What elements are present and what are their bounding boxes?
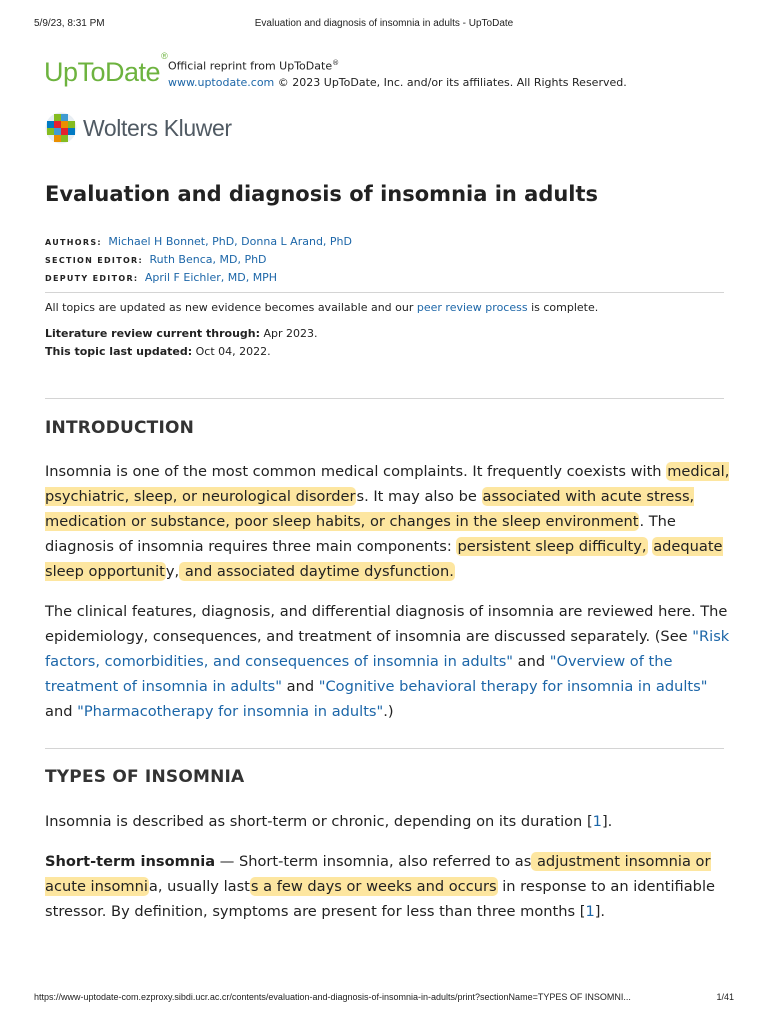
text: a, usually last — [148, 878, 250, 895]
print-page-title: Evaluation and diagnosis of insomnia in adults - UpToDate — [254, 18, 514, 29]
text: . The diagnosis of insomnia requires three main components: — [45, 513, 676, 555]
credit-label: DEPUTY EDITOR: — [45, 274, 139, 283]
uptodate-logo[interactable] — [44, 52, 167, 88]
reprint-text: Official reprint from UpToDate — [168, 59, 333, 73]
credit-section-editor — [45, 251, 352, 269]
divider — [45, 398, 724, 399]
reprint-registered-mark: ® — [332, 59, 340, 67]
print-page-number: 1/41 — [716, 992, 734, 1002]
credit-authors — [45, 233, 352, 251]
update-note-text-end: is complete. — [527, 301, 599, 314]
text: s — [523, 853, 532, 870]
intro-paragraph-1 — [45, 459, 730, 584]
text: .) — [383, 703, 394, 720]
text: and — [282, 678, 319, 695]
update-note-text: All topics are updated as new evidence becomes available and our — [45, 301, 417, 314]
last-updated-label: This topic last updated: — [45, 345, 193, 358]
divider — [45, 292, 724, 293]
text: ]. — [601, 813, 613, 830]
copyright-text: © 2023 UpToDate, Inc. and/or its affiliates. All Rights Reserved. — [274, 75, 627, 89]
topic-link-cbt[interactable]: "Cognitive behavioral therapy for insomnia in adults" — [318, 678, 708, 695]
print-footer — [34, 992, 734, 1006]
credit-label: AUTHORS: — [45, 238, 102, 247]
types-paragraph-1 — [45, 809, 730, 834]
text: — Short-term insomnia, also referred to a — [215, 853, 524, 870]
text: in response to an identifiable stressor. By definition, symptoms are present for less than three months [ — [45, 878, 715, 920]
print-url: https://www-uptodate-com.ezproxy.sibdi.ucr.ac.cr/contents/evaluation-and-diagnosis-of-insomnia-in-adults/print?sectionName=TYPES OF INSOMNI... — [34, 992, 631, 1002]
uptodate-site-link[interactable]: www.uptodate.com — [168, 75, 275, 89]
credit-names-link[interactable]: April F Eichler, MD, MPH — [144, 271, 278, 284]
reference-link[interactable]: 1 — [592, 813, 602, 830]
divider — [45, 748, 724, 749]
reprint-notice — [168, 55, 627, 91]
update-note — [45, 300, 598, 316]
peer-review-link[interactable]: peer review process — [416, 301, 528, 314]
topic-link-pharmacotherapy[interactable]: "Pharmacotherapy for insomnia in adults" — [77, 703, 384, 720]
uptodate-logo-text: UpToDate — [44, 57, 161, 87]
section-heading-types: TYPES OF INSOMNIA — [45, 767, 245, 787]
article-credits — [45, 233, 352, 287]
review-dates — [45, 325, 318, 361]
credit-label: SECTION EDITOR: — [45, 256, 144, 265]
wolters-kluwer-wordmark: Wolters Kluwer — [83, 115, 232, 141]
highlight: s a few days or weeks and occurs — [250, 878, 497, 895]
print-header — [34, 18, 734, 32]
text: s. It may also be — [356, 488, 482, 505]
intro-paragraph-2 — [45, 599, 730, 724]
topic-link-treatment-overview[interactable]: "Overview of the treatment of insomnia in adults" — [45, 653, 673, 695]
wolters-kluwer-mosaic-icon — [45, 112, 77, 144]
highlight: adjustment insomnia or acute insomni — [45, 853, 711, 895]
text: The clinical features, diagnosis, and differential diagnosis of insomnia are reviewed here. The epidemiology, consequences, and treatment of insomnia are discussed separately. (See — [45, 603, 728, 645]
brand-row — [44, 52, 728, 92]
topic-link-risk-factors[interactable]: "Risk factors, comorbidities, and consequences of insomnia in adults" — [45, 628, 730, 670]
text: and — [45, 703, 78, 720]
credit-names-link[interactable]: Michael H Bonnet, PhD, Donna L Arand, PhD — [108, 235, 352, 248]
highlight: medical, psychiatric, sleep, or neurological disorder — [45, 463, 730, 505]
text: and — [513, 653, 550, 670]
highlight: adequate sleep opportunit — [45, 538, 723, 580]
text: Insomnia is described as short-term or chronic, depending on its duration [ — [45, 813, 593, 830]
reference-link[interactable]: 1 — [585, 903, 595, 920]
highlight: persistent sleep difficulty, — [457, 538, 647, 555]
registered-mark: ® — [161, 51, 168, 61]
article-title: Evaluation and diagnosis of insomnia in adults — [45, 182, 599, 206]
literature-review-value: Apr 2023. — [260, 327, 318, 340]
reprint-line — [168, 55, 627, 75]
credit-names-link[interactable]: Ruth Benca, MD, PhD — [149, 253, 267, 266]
literature-review-line — [45, 325, 318, 343]
copyright-line — [168, 75, 627, 91]
last-updated-value: Oct 04, 2022. — [192, 345, 271, 358]
text: ]. — [594, 903, 606, 920]
last-updated-line — [45, 343, 318, 361]
types-paragraph-2 — [45, 849, 730, 924]
print-datetime: 5/9/23, 8:31 PM — [34, 18, 105, 29]
highlight: associated with acute stress, medication or substance, poor sleep habits, or changes in the sleep environment — [45, 488, 695, 530]
literature-review-label: Literature review current through: — [45, 327, 261, 340]
highlight: and associated daytime dysfunction. — [180, 563, 454, 580]
section-heading-introduction: INTRODUCTION — [45, 418, 195, 438]
text: y, — [165, 563, 180, 580]
credit-deputy-editor — [45, 269, 352, 287]
subheading-short-term-insomnia: Short-term insomnia — [45, 853, 216, 870]
text: Insomnia is one of the most common medical complaints. It frequently coexists with — [45, 463, 667, 480]
